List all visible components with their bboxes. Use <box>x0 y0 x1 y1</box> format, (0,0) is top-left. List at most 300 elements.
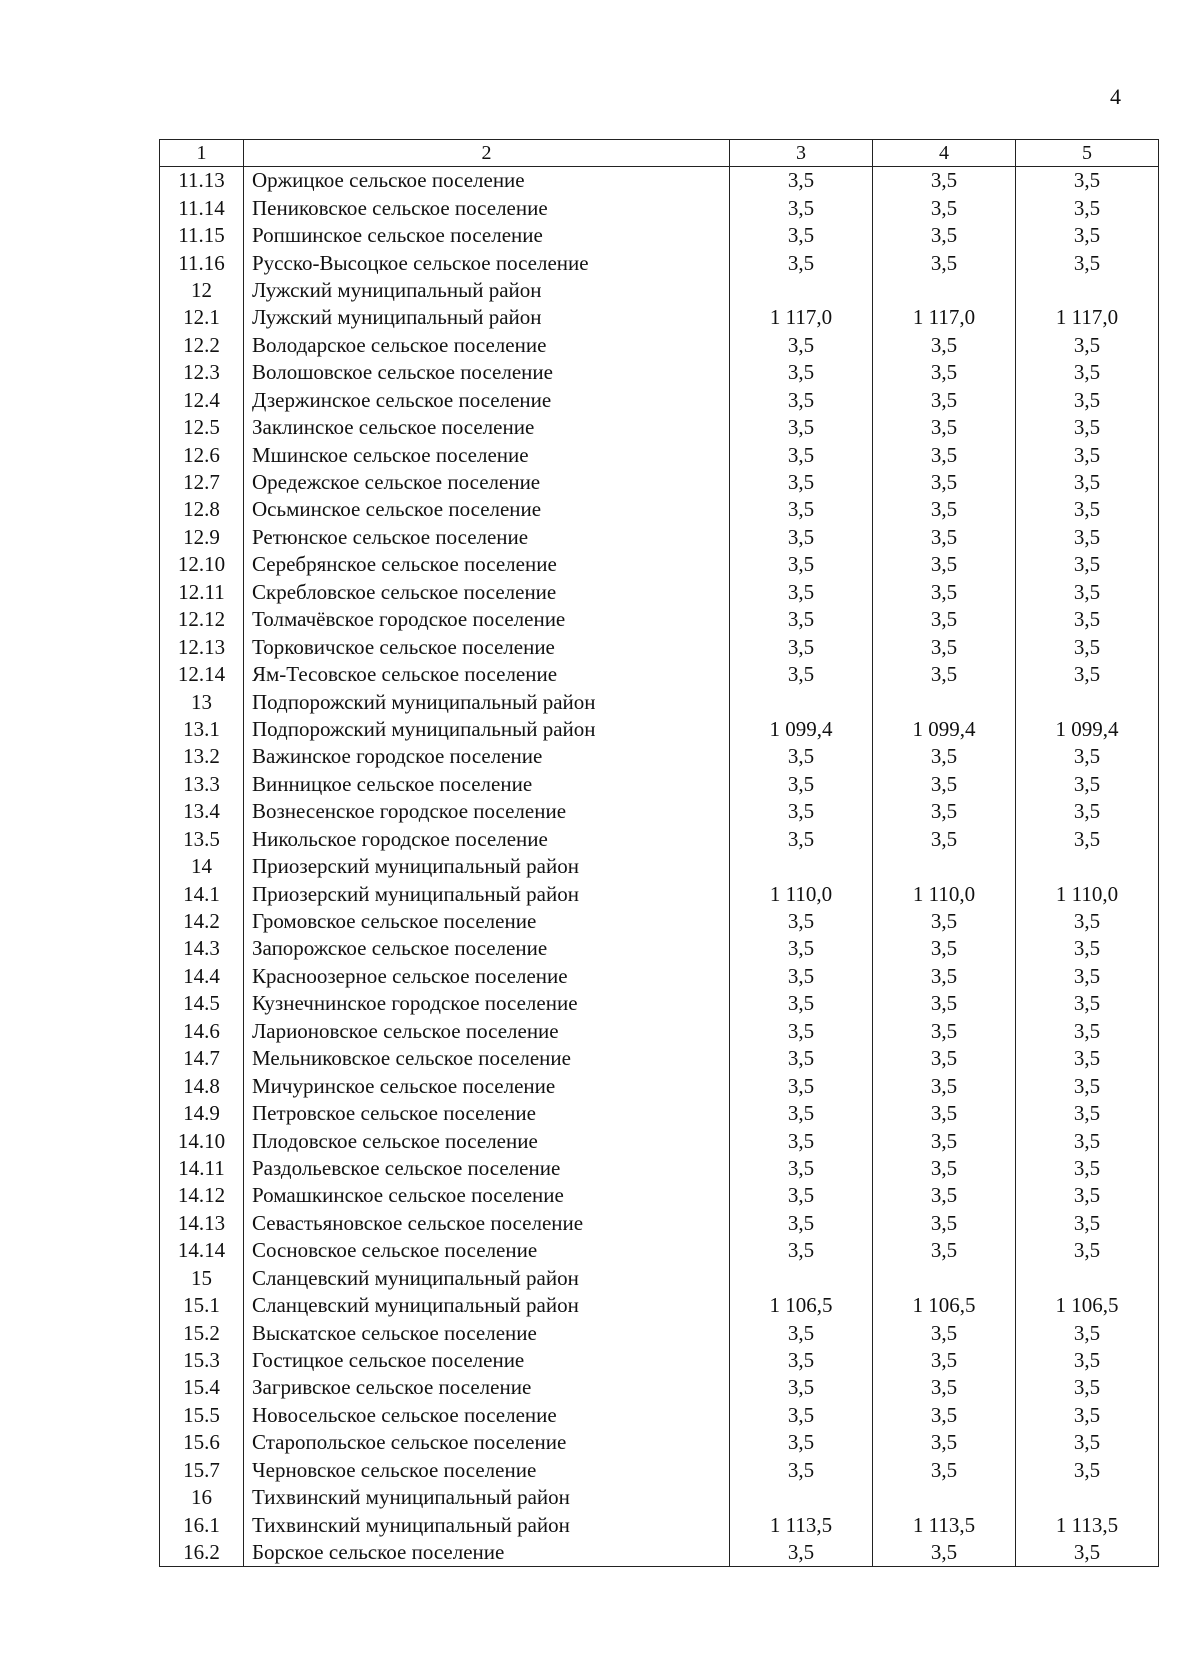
table-row <box>160 1072 1159 1099</box>
value-col-3: 3,5 <box>730 1429 873 1456</box>
value-col-5: 3,5 <box>1016 222 1159 249</box>
row-number: 14.14 <box>160 1237 244 1264</box>
value-col-5: 3,5 <box>1016 1155 1159 1182</box>
row-number: 13.2 <box>160 743 244 770</box>
value-col-3: 3,5 <box>730 1402 873 1429</box>
row-number: 15.6 <box>160 1429 244 1456</box>
table-row <box>160 332 1159 359</box>
municipality-name: Русско-Высоцкое сельское поселение <box>244 249 730 276</box>
value-col-5: 3,5 <box>1016 1237 1159 1264</box>
value-col-5: 3,5 <box>1016 579 1159 606</box>
header-col-1: 1 <box>160 140 244 167</box>
row-number: 15.5 <box>160 1402 244 1429</box>
row-number: 11.16 <box>160 249 244 276</box>
value-col-4: 3,5 <box>873 1155 1016 1182</box>
value-col-4: 3,5 <box>873 1182 1016 1209</box>
table-row <box>160 167 1159 195</box>
value-col-3: 3,5 <box>730 743 873 770</box>
value-col-4: 3,5 <box>873 249 1016 276</box>
table-row <box>160 1511 1159 1538</box>
municipality-name: Новосельское сельское поселение <box>244 1402 730 1429</box>
table-row <box>160 1155 1159 1182</box>
value-col-3: 3,5 <box>730 496 873 523</box>
municipality-name: Лужский муниципальный район <box>244 277 730 304</box>
value-col-5: 3,5 <box>1016 441 1159 468</box>
value-col-3: 1 110,0 <box>730 880 873 907</box>
data-table <box>159 139 1159 1567</box>
row-number: 12.7 <box>160 469 244 496</box>
value-col-4: 3,5 <box>873 1210 1016 1237</box>
value-col-5: 3,5 <box>1016 633 1159 660</box>
value-col-3: 3,5 <box>730 1539 873 1567</box>
table-row <box>160 1100 1159 1127</box>
table-row <box>160 661 1159 688</box>
row-number: 12 <box>160 277 244 304</box>
value-col-3: 1 099,4 <box>730 716 873 743</box>
table-row <box>160 1127 1159 1154</box>
municipality-name: Петровское сельское поселение <box>244 1100 730 1127</box>
value-col-5: 3,5 <box>1016 990 1159 1017</box>
row-number: 12.10 <box>160 551 244 578</box>
table-row <box>160 990 1159 1017</box>
value-col-3: 3,5 <box>730 469 873 496</box>
table-row <box>160 1347 1159 1374</box>
row-number: 15.4 <box>160 1374 244 1401</box>
municipality-name: Раздольевское сельское поселение <box>244 1155 730 1182</box>
table-row <box>160 798 1159 825</box>
value-col-3: 3,5 <box>730 798 873 825</box>
value-col-4: 3,5 <box>873 606 1016 633</box>
value-col-4: 1 099,4 <box>873 716 1016 743</box>
value-col-3: 3,5 <box>730 1100 873 1127</box>
value-col-4: 3,5 <box>873 194 1016 221</box>
value-col-5: 3,5 <box>1016 551 1159 578</box>
value-col-4: 3,5 <box>873 743 1016 770</box>
municipality-name: Плодовское сельское поселение <box>244 1127 730 1154</box>
table-row <box>160 1265 1159 1292</box>
row-number: 12.5 <box>160 414 244 441</box>
row-number: 15.3 <box>160 1347 244 1374</box>
value-col-4: 3,5 <box>873 661 1016 688</box>
table-row <box>160 1457 1159 1484</box>
row-number: 16.2 <box>160 1539 244 1567</box>
table-row <box>160 1182 1159 1209</box>
value-col-5: 1 113,5 <box>1016 1511 1159 1538</box>
municipality-name: Володарское сельское поселение <box>244 332 730 359</box>
municipality-name: Старопольское сельское поселение <box>244 1429 730 1456</box>
value-col-5: 3,5 <box>1016 359 1159 386</box>
row-number: 13.4 <box>160 798 244 825</box>
municipality-name: Осьминское сельское поселение <box>244 496 730 523</box>
row-number: 12.6 <box>160 441 244 468</box>
value-col-4 <box>873 688 1016 715</box>
value-col-5: 3,5 <box>1016 1402 1159 1429</box>
row-number: 14.10 <box>160 1127 244 1154</box>
value-col-4 <box>873 853 1016 880</box>
value-col-4: 3,5 <box>873 359 1016 386</box>
municipality-name: Подпорожский муниципальный район <box>244 688 730 715</box>
value-col-4 <box>873 1265 1016 1292</box>
value-col-3: 3,5 <box>730 332 873 359</box>
value-col-3: 3,5 <box>730 167 873 195</box>
municipality-name: Громовское сельское поселение <box>244 908 730 935</box>
value-col-5: 3,5 <box>1016 332 1159 359</box>
value-col-3: 3,5 <box>730 1319 873 1346</box>
row-number: 12.12 <box>160 606 244 633</box>
row-number: 15.1 <box>160 1292 244 1319</box>
municipality-name: Мичуринское сельское поселение <box>244 1072 730 1099</box>
municipality-name: Пениковское сельское поселение <box>244 194 730 221</box>
value-col-4: 1 113,5 <box>873 1511 1016 1538</box>
municipality-name: Кузнечнинское городское поселение <box>244 990 730 1017</box>
value-col-4: 3,5 <box>873 963 1016 990</box>
row-number: 12.2 <box>160 332 244 359</box>
municipality-name: Оредежское сельское поселение <box>244 469 730 496</box>
value-col-3: 3,5 <box>730 1018 873 1045</box>
table-row <box>160 688 1159 715</box>
table-row <box>160 579 1159 606</box>
table-row <box>160 277 1159 304</box>
value-col-5: 3,5 <box>1016 249 1159 276</box>
row-number: 13.5 <box>160 826 244 853</box>
row-number: 12.8 <box>160 496 244 523</box>
table-row <box>160 633 1159 660</box>
table-row <box>160 826 1159 853</box>
row-number: 11.15 <box>160 222 244 249</box>
table-body <box>160 167 1159 1567</box>
value-col-5: 3,5 <box>1016 414 1159 441</box>
value-col-5: 3,5 <box>1016 1182 1159 1209</box>
municipality-name: Выскатское сельское поселение <box>244 1319 730 1346</box>
municipality-name: Тихвинский муниципальный район <box>244 1484 730 1511</box>
header-col-2: 2 <box>244 140 730 167</box>
municipality-name: Винницкое сельское поселение <box>244 771 730 798</box>
municipality-name: Скребловское сельское поселение <box>244 579 730 606</box>
municipality-name: Лужский муниципальный район <box>244 304 730 331</box>
municipality-name: Ретюнское сельское поселение <box>244 524 730 551</box>
table-row <box>160 414 1159 441</box>
table-row <box>160 1429 1159 1456</box>
value-col-4: 3,5 <box>873 633 1016 660</box>
value-col-5: 3,5 <box>1016 771 1159 798</box>
row-number: 14.4 <box>160 963 244 990</box>
municipality-name: Красноозерное сельское поселение <box>244 963 730 990</box>
value-col-3: 3,5 <box>730 1374 873 1401</box>
municipality-name: Ромашкинское сельское поселение <box>244 1182 730 1209</box>
table-row <box>160 771 1159 798</box>
row-number: 16 <box>160 1484 244 1511</box>
municipality-name: Черновское сельское поселение <box>244 1457 730 1484</box>
value-col-3: 3,5 <box>730 1127 873 1154</box>
value-col-4: 3,5 <box>873 1539 1016 1567</box>
value-col-5: 3,5 <box>1016 963 1159 990</box>
value-col-3 <box>730 1484 873 1511</box>
value-col-5: 3,5 <box>1016 1210 1159 1237</box>
row-number: 14.12 <box>160 1182 244 1209</box>
value-col-3: 3,5 <box>730 1155 873 1182</box>
row-number: 13.1 <box>160 716 244 743</box>
value-col-4: 3,5 <box>873 1319 1016 1346</box>
value-col-3 <box>730 688 873 715</box>
value-col-4 <box>873 1484 1016 1511</box>
municipality-name: Вознесенское городское поселение <box>244 798 730 825</box>
value-col-3: 3,5 <box>730 359 873 386</box>
table-row <box>160 194 1159 221</box>
value-col-3: 3,5 <box>730 1182 873 1209</box>
row-number: 14.13 <box>160 1210 244 1237</box>
value-col-3: 1 113,5 <box>730 1511 873 1538</box>
municipality-name: Приозерский муниципальный район <box>244 880 730 907</box>
value-col-4: 3,5 <box>873 579 1016 606</box>
value-col-4: 3,5 <box>873 1045 1016 1072</box>
row-number: 14.6 <box>160 1018 244 1045</box>
value-col-4: 3,5 <box>873 222 1016 249</box>
table-row <box>160 304 1159 331</box>
value-col-5: 3,5 <box>1016 496 1159 523</box>
value-col-4: 3,5 <box>873 1237 1016 1264</box>
value-col-3: 3,5 <box>730 524 873 551</box>
value-col-4: 3,5 <box>873 167 1016 195</box>
value-col-5: 3,5 <box>1016 1347 1159 1374</box>
municipality-name: Ям-Тесовское сельское поселение <box>244 661 730 688</box>
table-row <box>160 551 1159 578</box>
value-col-3: 3,5 <box>730 1045 873 1072</box>
municipality-name: Дзержинское сельское поселение <box>244 387 730 414</box>
table-row <box>160 963 1159 990</box>
value-col-5: 3,5 <box>1016 1127 1159 1154</box>
value-col-4: 1 117,0 <box>873 304 1016 331</box>
value-col-5 <box>1016 277 1159 304</box>
table-row <box>160 222 1159 249</box>
value-col-5: 1 117,0 <box>1016 304 1159 331</box>
table-row <box>160 441 1159 468</box>
value-col-5: 1 099,4 <box>1016 716 1159 743</box>
value-col-5: 3,5 <box>1016 469 1159 496</box>
value-col-4: 3,5 <box>873 551 1016 578</box>
value-col-3: 3,5 <box>730 222 873 249</box>
municipality-name: Ропшинское сельское поселение <box>244 222 730 249</box>
row-number: 16.1 <box>160 1511 244 1538</box>
table-row <box>160 606 1159 633</box>
table-row <box>160 524 1159 551</box>
value-col-3: 3,5 <box>730 1210 873 1237</box>
value-col-3: 3,5 <box>730 414 873 441</box>
row-number: 14 <box>160 853 244 880</box>
row-number: 14.8 <box>160 1072 244 1099</box>
row-number: 14.1 <box>160 880 244 907</box>
value-col-4: 3,5 <box>873 1347 1016 1374</box>
value-col-4: 3,5 <box>873 441 1016 468</box>
value-col-5: 3,5 <box>1016 826 1159 853</box>
value-col-3: 3,5 <box>730 387 873 414</box>
table-row <box>160 1539 1159 1567</box>
municipality-name: Волошовское сельское поселение <box>244 359 730 386</box>
value-col-4: 3,5 <box>873 935 1016 962</box>
row-number: 11.14 <box>160 194 244 221</box>
value-col-3 <box>730 853 873 880</box>
value-col-3: 3,5 <box>730 963 873 990</box>
value-col-4: 3,5 <box>873 414 1016 441</box>
municipality-name: Севастьяновское сельское поселение <box>244 1210 730 1237</box>
header-col-3: 3 <box>730 140 873 167</box>
municipality-name: Борское сельское поселение <box>244 1539 730 1567</box>
value-col-4: 3,5 <box>873 469 1016 496</box>
value-col-5: 3,5 <box>1016 798 1159 825</box>
value-col-3: 3,5 <box>730 990 873 1017</box>
value-col-5: 3,5 <box>1016 935 1159 962</box>
row-number: 12.1 <box>160 304 244 331</box>
page-number: 4 <box>1110 84 1121 109</box>
row-number: 14.5 <box>160 990 244 1017</box>
value-col-4: 3,5 <box>873 826 1016 853</box>
value-col-3: 3,5 <box>730 826 873 853</box>
value-col-5: 3,5 <box>1016 1100 1159 1127</box>
row-number: 14.11 <box>160 1155 244 1182</box>
municipality-name: Загривское сельское поселение <box>244 1374 730 1401</box>
row-number: 14.9 <box>160 1100 244 1127</box>
row-number: 12.13 <box>160 633 244 660</box>
value-col-3: 3,5 <box>730 1072 873 1099</box>
value-col-5: 3,5 <box>1016 1429 1159 1456</box>
table-row <box>160 1237 1159 1264</box>
value-col-4: 3,5 <box>873 1018 1016 1045</box>
municipality-name: Сланцевский муниципальный район <box>244 1265 730 1292</box>
municipality-name: Ларионовское сельское поселение <box>244 1018 730 1045</box>
value-col-4: 3,5 <box>873 990 1016 1017</box>
row-number: 12.9 <box>160 524 244 551</box>
row-number: 12.3 <box>160 359 244 386</box>
table-row <box>160 1484 1159 1511</box>
row-number: 15 <box>160 1265 244 1292</box>
value-col-5: 1 110,0 <box>1016 880 1159 907</box>
municipality-name: Важинское городское поселение <box>244 743 730 770</box>
value-col-3: 1 117,0 <box>730 304 873 331</box>
value-col-4: 3,5 <box>873 1402 1016 1429</box>
row-number: 13 <box>160 688 244 715</box>
value-col-3: 3,5 <box>730 551 873 578</box>
value-col-4: 3,5 <box>873 1127 1016 1154</box>
value-col-3: 3,5 <box>730 1237 873 1264</box>
municipality-name: Никольское городское поселение <box>244 826 730 853</box>
table-row <box>160 743 1159 770</box>
table-row <box>160 496 1159 523</box>
table-row <box>160 249 1159 276</box>
value-col-3 <box>730 277 873 304</box>
value-col-4: 3,5 <box>873 387 1016 414</box>
value-col-5 <box>1016 1265 1159 1292</box>
value-col-5: 3,5 <box>1016 1374 1159 1401</box>
municipality-name: Серебрянское сельское поселение <box>244 551 730 578</box>
table-row <box>160 853 1159 880</box>
value-col-5 <box>1016 688 1159 715</box>
row-number: 14.7 <box>160 1045 244 1072</box>
row-number: 13.3 <box>160 771 244 798</box>
table-row <box>160 469 1159 496</box>
value-col-5: 3,5 <box>1016 167 1159 195</box>
municipality-name: Сланцевский муниципальный район <box>244 1292 730 1319</box>
value-col-5: 3,5 <box>1016 1319 1159 1346</box>
row-number: 15.2 <box>160 1319 244 1346</box>
value-col-5: 1 106,5 <box>1016 1292 1159 1319</box>
value-col-3: 3,5 <box>730 579 873 606</box>
municipality-name: Запорожское сельское поселение <box>244 935 730 962</box>
table-header <box>160 140 1159 167</box>
value-col-5: 3,5 <box>1016 1045 1159 1072</box>
value-col-5: 3,5 <box>1016 661 1159 688</box>
table-row <box>160 716 1159 743</box>
value-col-3: 3,5 <box>730 606 873 633</box>
value-col-3: 3,5 <box>730 935 873 962</box>
table-row <box>160 1402 1159 1429</box>
table-row <box>160 387 1159 414</box>
value-col-5: 3,5 <box>1016 194 1159 221</box>
header-col-5: 5 <box>1016 140 1159 167</box>
value-col-4: 3,5 <box>873 908 1016 935</box>
table-row <box>160 908 1159 935</box>
table-row <box>160 1292 1159 1319</box>
table-row <box>160 1319 1159 1346</box>
value-col-5 <box>1016 853 1159 880</box>
value-col-4: 3,5 <box>873 524 1016 551</box>
municipality-name: Тихвинский муниципальный район <box>244 1511 730 1538</box>
table-row <box>160 1018 1159 1045</box>
value-col-4: 1 106,5 <box>873 1292 1016 1319</box>
row-number: 14.2 <box>160 908 244 935</box>
value-col-5: 3,5 <box>1016 1072 1159 1099</box>
value-col-4: 3,5 <box>873 798 1016 825</box>
value-col-5 <box>1016 1484 1159 1511</box>
municipality-name: Сосновское сельское поселение <box>244 1237 730 1264</box>
value-col-3: 3,5 <box>730 771 873 798</box>
value-col-3: 3,5 <box>730 441 873 468</box>
value-col-5: 3,5 <box>1016 606 1159 633</box>
row-number: 12.11 <box>160 579 244 606</box>
value-col-5: 3,5 <box>1016 387 1159 414</box>
municipality-name: Заклинское сельское поселение <box>244 414 730 441</box>
value-col-3: 3,5 <box>730 249 873 276</box>
value-col-4: 3,5 <box>873 1374 1016 1401</box>
value-col-5: 3,5 <box>1016 1457 1159 1484</box>
table-row <box>160 1045 1159 1072</box>
value-col-4: 3,5 <box>873 1072 1016 1099</box>
value-col-5: 3,5 <box>1016 908 1159 935</box>
row-number: 11.13 <box>160 167 244 195</box>
row-number: 14.3 <box>160 935 244 962</box>
row-number: 12.14 <box>160 661 244 688</box>
header-row <box>160 140 1159 167</box>
value-col-4: 3,5 <box>873 496 1016 523</box>
municipality-name: Торковичское сельское поселение <box>244 633 730 660</box>
row-number: 12.4 <box>160 387 244 414</box>
value-col-3: 3,5 <box>730 633 873 660</box>
value-col-5: 3,5 <box>1016 524 1159 551</box>
municipality-name: Оржицкое сельское поселение <box>244 167 730 195</box>
value-col-5: 3,5 <box>1016 1539 1159 1567</box>
municipality-name: Приозерский муниципальный район <box>244 853 730 880</box>
row-number: 15.7 <box>160 1457 244 1484</box>
header-col-4: 4 <box>873 140 1016 167</box>
value-col-4: 3,5 <box>873 1457 1016 1484</box>
table-row <box>160 359 1159 386</box>
municipality-name: Толмачёвское городское поселение <box>244 606 730 633</box>
value-col-4 <box>873 277 1016 304</box>
municipality-name: Подпорожский муниципальный район <box>244 716 730 743</box>
table-row <box>160 1210 1159 1237</box>
value-col-3: 3,5 <box>730 1457 873 1484</box>
table-row <box>160 880 1159 907</box>
municipality-name: Мельниковское сельское поселение <box>244 1045 730 1072</box>
municipality-name: Мшинское сельское поселение <box>244 441 730 468</box>
